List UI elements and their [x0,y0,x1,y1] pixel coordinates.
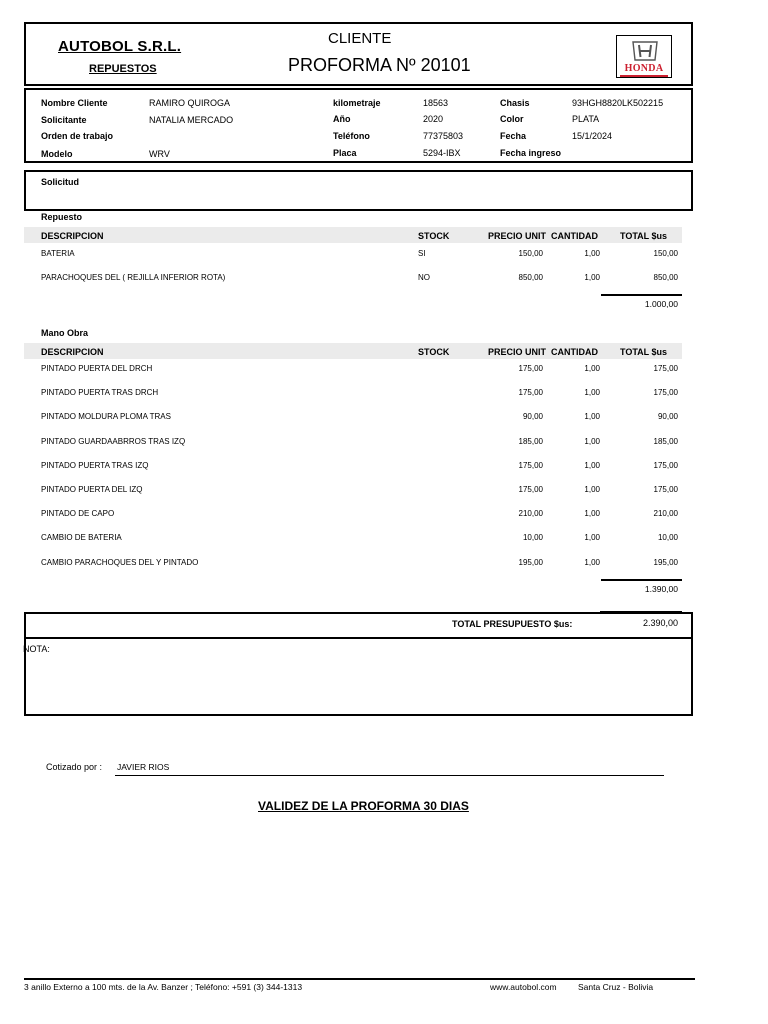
table-row [24,364,684,378]
cell-total: 850,00 [653,273,678,282]
validez-notice: VALIDEZ DE LA PROFORMA 30 DIAS [258,799,469,813]
cell-descripcion: PINTADO GUARDAABRROS TRAS IZQ [41,436,186,446]
cell-total: 175,00 [653,485,678,494]
repuesto-subtotal: 1.000,00 [644,299,678,309]
col-total: TOTAL $us [620,231,668,241]
col-cantidad: CANTIDAD [551,347,598,357]
fecha-value: 15/1/2024 [572,131,613,141]
cell-total: 150,00 [653,249,678,258]
table-row [24,485,684,499]
cell-precio-unit: 850,00 [518,273,543,282]
col-descripcion: DESCRIPCION [41,347,104,357]
cell-cantidad: 1,00 [584,249,600,258]
table-row [24,273,684,287]
total-line [600,611,682,613]
honda-h-icon [631,40,659,62]
cell-cantidad: 1,00 [584,533,600,543]
cell-precio-unit: 90,00 [522,412,543,422]
mano-obra-table-header [24,343,682,359]
cell-descripcion: PINTADO PUERTA TRAS IZQ [41,460,149,470]
cell-stock: NO [418,273,430,282]
cell-descripcion: PARACHOQUES DEL ( REJILLA INFERIOR ROTA) [41,273,226,282]
anio-value: 2020 [423,114,444,124]
placa-label: Placa [333,148,357,158]
cell-descripcion: CAMBIO DE BATERIA [41,533,122,543]
cell-cantidad: 1,00 [584,412,600,422]
honda-logo [616,35,672,78]
col-stock: STOCK [418,347,450,357]
cell-descripcion: PINTADO MOLDURA PLOMA TRAS [41,412,171,422]
nombre-cliente-value: RAMIRO QUIROGA [149,98,231,108]
kilometraje-label: kilometraje [333,98,381,108]
col-cantidad: CANTIDAD [551,231,598,241]
nota-label: NOTA: [23,644,50,654]
fecha-ingreso-label: Fecha ingreso [500,148,562,158]
cell-total: 185,00 [653,436,678,446]
table-row [24,437,684,451]
col-total: TOTAL $us [620,347,668,357]
placa-value: 5294-IBX [423,148,461,158]
cell-cantidad: 1,00 [584,460,600,470]
table-row [24,558,684,572]
solicitud-box [24,170,693,211]
cell-descripcion: CAMBIO PARACHOQUES DEL Y PINTADO [41,557,199,567]
solicitante-value: NATALIA MERCADO [149,115,234,125]
table-row [24,461,684,475]
table-row [24,249,684,263]
total-label: TOTAL PRESUPUESTO $us: [452,619,573,629]
cell-descripcion: PINTADO PUERTA TRAS DRCH [41,388,159,398]
cell-total: 90,00 [657,412,678,422]
footer-address: 3 anillo Externo a 100 mts. de la Av. Banzer ; Teléfono: +591 (3) 344-1313 [24,982,303,992]
cell-descripcion: BATERIA [41,249,75,258]
cotizado-label: Cotizado por : [46,762,103,772]
nota-box [24,637,693,716]
cell-precio-unit: 175,00 [518,364,543,373]
logo-underline [620,75,668,77]
footer-line [24,978,695,980]
cell-cantidad: 1,00 [584,364,600,373]
department-name: REPUESTOS [89,63,157,75]
mano-obra-subtotal: 1.390,00 [644,584,678,594]
repuesto-title: Repuesto [41,212,83,222]
total-box [24,612,693,638]
cell-total: 10,00 [657,533,678,543]
cotizado-line [115,775,664,776]
repuesto-subtotal-line [601,294,682,296]
cell-cantidad: 1,00 [584,388,600,398]
mano-obra-title: Mano Obra [41,328,89,338]
cell-total: 175,00 [653,388,678,398]
cell-total: 175,00 [653,460,678,470]
cell-total: 210,00 [653,509,678,519]
chasis-value: 93HGH8820LK502215 [572,98,664,108]
cell-precio-unit: 175,00 [518,485,543,494]
color-label: Color [500,114,524,124]
orden-trabajo-label: Orden de trabajo [41,131,114,141]
table-row [24,412,684,426]
col-precio-unit: PRECIO UNIT [488,231,547,241]
solicitud-label: Solicitud [41,177,79,187]
telefono-value: 77375803 [423,131,464,141]
cell-cantidad: 1,00 [584,557,600,567]
footer-city: Santa Cruz - Bolivia [578,982,654,992]
cell-precio-unit: 175,00 [518,388,543,398]
cell-precio-unit: 195,00 [518,557,543,567]
cell-precio-unit: 210,00 [518,509,543,519]
mano-obra-subtotal-line [601,579,682,581]
table-row [24,533,684,547]
cell-stock: SI [418,249,426,258]
cell-total: 175,00 [653,364,678,373]
kilometraje-value: 18563 [423,98,449,108]
table-row [24,509,684,523]
footer-website[interactable]: www.autobol.com [490,982,557,992]
nombre-cliente-label: Nombre Cliente [41,98,108,108]
cotizado-value: JAVIER RIOS [117,762,170,772]
cell-descripcion: PINTADO PUERTA DEL IZQ [41,485,143,494]
document-type: CLIENTE [328,30,392,47]
cell-cantidad: 1,00 [584,485,600,494]
telefono-label: Teléfono [333,131,370,141]
company-name: AUTOBOL S.R.L. [58,38,182,55]
cell-cantidad: 1,00 [584,436,600,446]
col-stock: STOCK [418,231,450,241]
cell-precio-unit: 150,00 [518,249,543,258]
cell-cantidad: 1,00 [584,273,600,282]
col-precio-unit: PRECIO UNIT [488,347,547,357]
cell-precio-unit: 10,00 [522,533,543,543]
anio-label: Año [333,114,351,124]
fecha-label: Fecha [500,131,527,141]
total-value: 2.390,00 [642,618,678,628]
modelo-label: Modelo [41,149,73,159]
proforma-number: PROFORMA Nº 20101 [288,55,471,75]
color-value: PLATA [572,114,600,124]
cell-total: 195,00 [653,557,678,567]
modelo-value: WRV [149,149,170,159]
repuesto-table-header [24,227,682,243]
cell-descripcion: PINTADO PUERTA DEL DRCH [41,364,153,373]
col-descripcion: DESCRIPCION [41,231,104,241]
table-row [24,388,684,402]
cell-descripcion: PINTADO DE CAPO [41,509,115,519]
logo-text: HONDA [624,63,664,74]
solicitante-label: Solicitante [41,115,87,125]
cell-cantidad: 1,00 [584,509,600,519]
cell-precio-unit: 175,00 [518,460,543,470]
cell-precio-unit: 185,00 [518,436,543,446]
chasis-label: Chasis [500,98,530,108]
